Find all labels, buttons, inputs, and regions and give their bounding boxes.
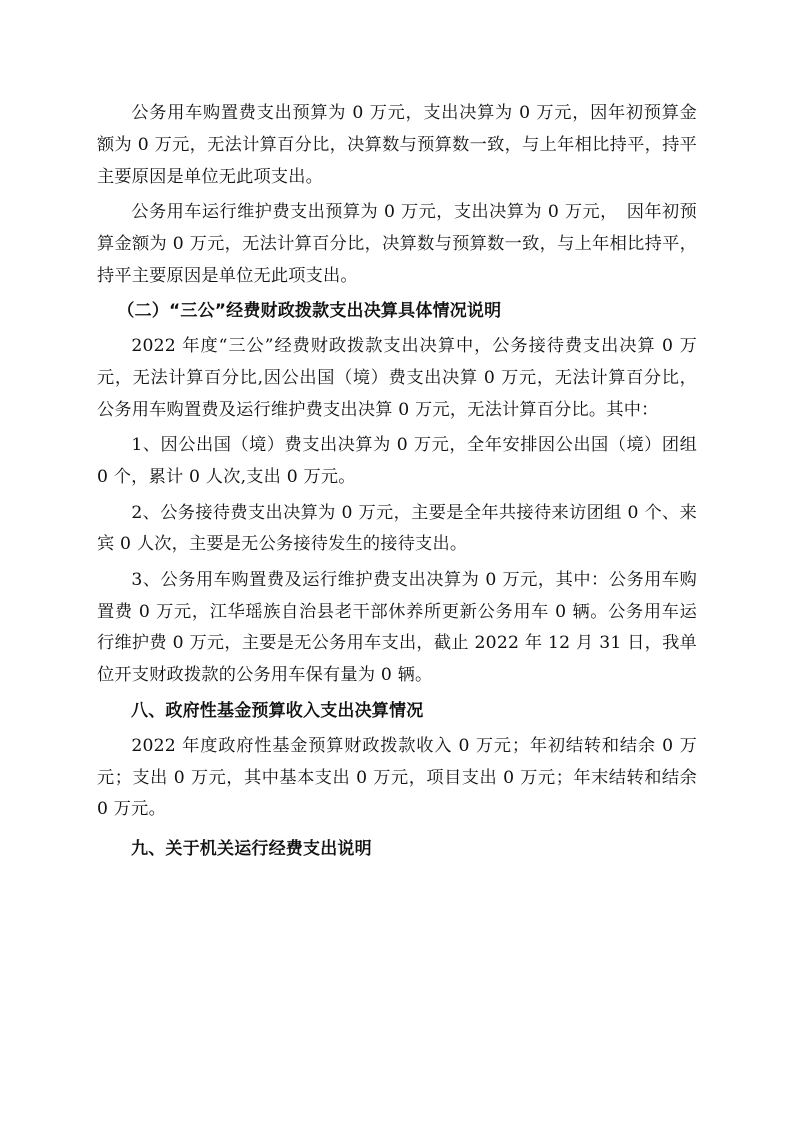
- section-heading-three-public: （二）“三公”经费财政拨款支出决算具体情况说明: [117, 300, 502, 321]
- paragraph-vehicle-maintenance: 公务用车运行维护费支出预算为 0 万元，支出决算为 0 万元， 因年初预算金额为 0 万元，无法计算百分比，决算数与预算数一致，与上年相比持平，持平主要原因是单位无此项支出。: [97, 201, 697, 286]
- paragraph-reception: 2、公务接待费支出决算为 0 万元，主要是全年共接待来访团组 0 个、来宾 0 人次，主要是无公务接待发生的接待支出。: [97, 502, 697, 555]
- section-heading-operating-expenses: 九、关于机关运行经费支出说明: [131, 839, 372, 860]
- paragraph-vehicles: 3、公务用车购置费及运行维护费支出决算为 0 万元，其中：公务用车购置费 0 万元，江华瑶族自治县老干部休养所更新公务用车 0 辆。公务用车运行维护费 0 万元，主要是无公务用车支出，截止 2022 年 12 月 31 日，我单位开支财政拨款的公务用车保有量为 0 辆。: [97, 569, 697, 686]
- section-heading-government-fund: 八、政府性基金预算收入支出决算情况: [131, 700, 424, 721]
- paragraph-three-public-summary: 2022 年度“三公”经费财政拨款支出决算中，公务接待费支出决算 0 万元，无法计算百分比,因公出国（境）费支出决算 0 万元，无法计算百分比，公务用车购置费及运行维护费支出决算 0 万元，无法计算百分比。其中：: [97, 336, 697, 420]
- document-page: [97, 98, 697, 870]
- paragraph-government-fund: 2022 年度政府性基金预算财政拨款收入 0 万元；年初结转和结余 0 万元；支出 0 万元，其中基本支出 0 万元，项目支出 0 万元；年末结转和结余 0 万元。: [97, 735, 697, 820]
- paragraph-vehicle-purchase: 公务用车购置费支出预算为 0 万元，支出决算为 0 万元，因年初预算金额为 0 万元，无法计算百分比，决算数与预算数一致，与上年相比持平，持平主要原因是单位无此项支出。: [97, 103, 697, 187]
- paragraph-overseas: 1、因公出国（境）费支出决算为 0 万元，全年安排因公出国（境）团组 0 个，累计 0 人次,支出 0 万元。: [97, 435, 697, 488]
